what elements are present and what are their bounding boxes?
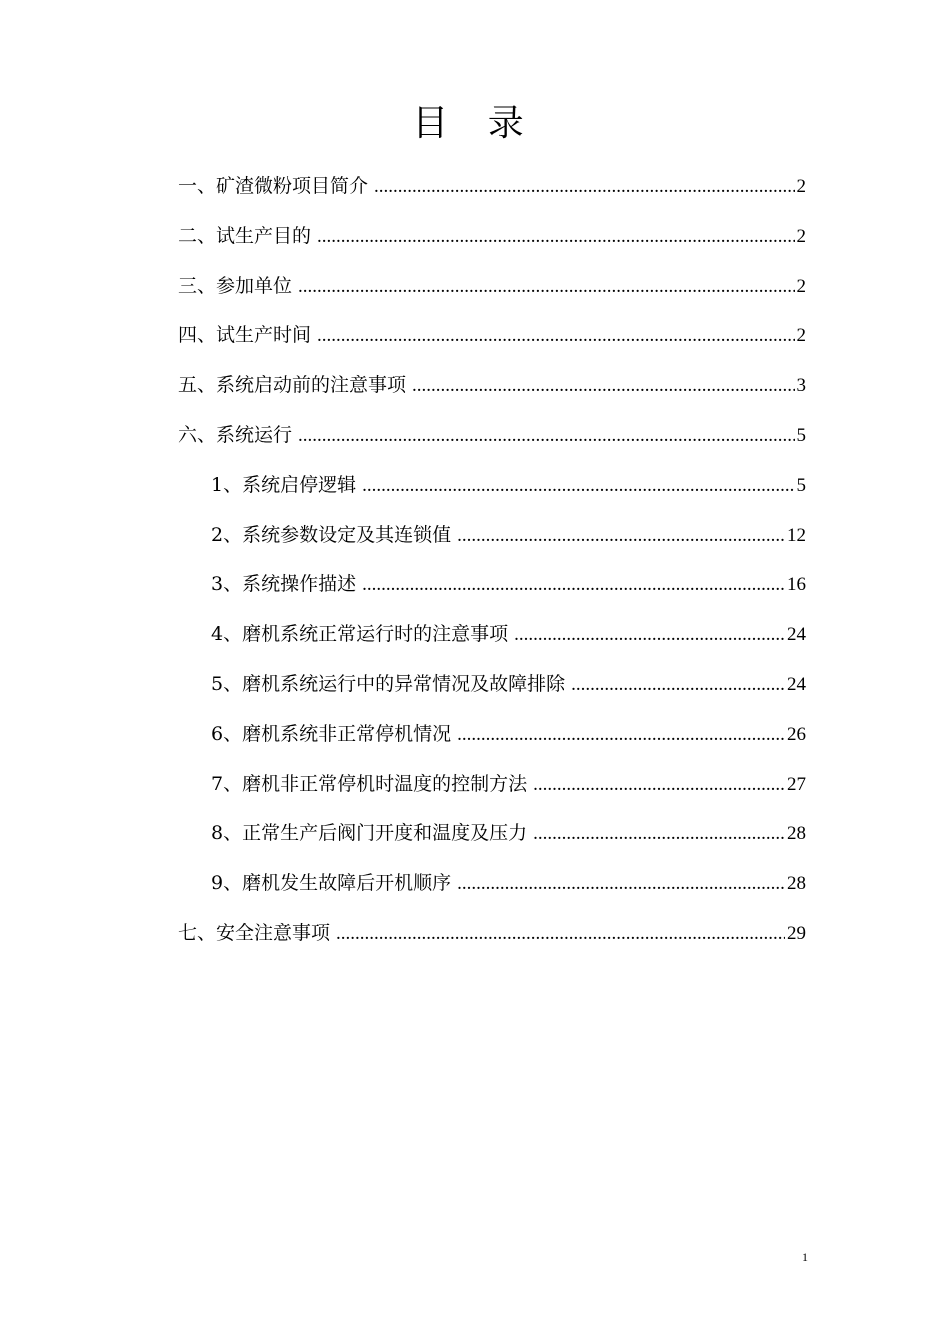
toc-subentry[interactable] xyxy=(178,564,806,614)
page-number: 1 xyxy=(802,1250,808,1264)
toc-entry-label: 8、正常生产后阀门开度和温度及压力 xyxy=(211,822,528,845)
toc-entry-page: 5 xyxy=(796,424,806,446)
toc-leader-dots xyxy=(571,665,785,705)
toc-entry-label: 七、安全注意事项 xyxy=(178,921,331,944)
toc-entry[interactable] xyxy=(178,913,806,963)
toc-list xyxy=(178,166,806,963)
toc-leader-dots xyxy=(457,864,785,904)
toc-leader-dots xyxy=(317,316,794,356)
toc-leader-dots xyxy=(533,814,785,854)
toc-entry-page: 5 xyxy=(796,474,806,496)
toc-entry[interactable] xyxy=(178,315,806,365)
toc-title: 目 录 xyxy=(412,103,538,144)
toc-leader-dots xyxy=(412,366,794,406)
toc-entry-label: 7、磨机非正常停机时温度的控制方法 xyxy=(211,772,528,795)
toc-entry-label: 二、试生产目的 xyxy=(178,224,312,247)
toc-entry-page: 2 xyxy=(796,225,806,247)
toc-entry-page: 24 xyxy=(787,624,806,646)
toc-entry-page: 29 xyxy=(787,922,806,944)
toc-entry[interactable] xyxy=(178,216,806,266)
toc-leader-dots xyxy=(362,565,785,605)
toc-entry-label: 5、磨机系统运行中的异常情况及故障排除 xyxy=(211,672,566,695)
toc-entry-page: 16 xyxy=(787,574,806,596)
toc-entry-label: 三、参加单位 xyxy=(178,274,293,297)
toc-entry-page: 28 xyxy=(787,873,806,895)
toc-leader-dots xyxy=(457,516,785,556)
toc-subentry[interactable] xyxy=(178,515,806,565)
toc-entry-label: 2、系统参数设定及其连锁值 xyxy=(211,523,452,546)
toc-entry-page: 2 xyxy=(796,176,806,197)
toc-entry[interactable] xyxy=(178,365,806,415)
toc-entry-label: 9、磨机发生故障后开机顺序 xyxy=(211,872,452,895)
toc-subentry[interactable] xyxy=(178,614,806,664)
toc-leader-dots xyxy=(533,765,785,805)
toc-leader-dots xyxy=(317,217,794,257)
toc-entry[interactable] xyxy=(178,266,806,316)
toc-subentry[interactable] xyxy=(178,664,806,714)
toc-entry[interactable] xyxy=(178,415,806,465)
toc-entry-label: 3、系统操作描述 xyxy=(211,573,357,596)
toc-leader-dots xyxy=(336,914,785,954)
toc-entry-page: 2 xyxy=(796,325,806,347)
toc-entry-page: 27 xyxy=(787,773,806,795)
toc-subentry[interactable] xyxy=(178,764,806,814)
toc-entry-label: 一、矿渣微粉项目简介 xyxy=(178,175,369,197)
toc-leader-dots xyxy=(514,615,785,655)
toc-entry-page: 2 xyxy=(796,275,806,297)
toc-entry-page: 26 xyxy=(787,723,806,745)
toc-entry-page: 12 xyxy=(787,524,806,546)
toc-leader-dots xyxy=(298,267,794,307)
toc-leader-dots xyxy=(298,416,794,456)
toc-entry[interactable] xyxy=(178,166,806,216)
toc-entry-label: 六、系统运行 xyxy=(178,423,293,446)
toc-leader-dots xyxy=(362,466,794,506)
toc-entry-page: 28 xyxy=(787,823,806,845)
toc-entry-page: 24 xyxy=(787,673,806,695)
toc-entry-label: 1、系统启停逻辑 xyxy=(211,473,357,496)
toc-entry-label: 五、系统启动前的注意事项 xyxy=(178,374,407,397)
toc-leader-dots xyxy=(374,167,794,207)
toc-entry-page: 3 xyxy=(796,375,806,397)
toc-subentry[interactable] xyxy=(178,714,806,764)
toc-subentry[interactable] xyxy=(178,863,806,913)
toc-subentry[interactable] xyxy=(178,813,806,863)
toc-entry-label: 6、磨机系统非正常停机情况 xyxy=(211,722,452,745)
toc-subentry[interactable] xyxy=(178,465,806,515)
toc-leader-dots xyxy=(457,715,785,755)
toc-entry-label: 4、磨机系统正常运行时的注意事项 xyxy=(211,623,509,646)
toc-entry-label: 四、试生产时间 xyxy=(178,324,312,347)
